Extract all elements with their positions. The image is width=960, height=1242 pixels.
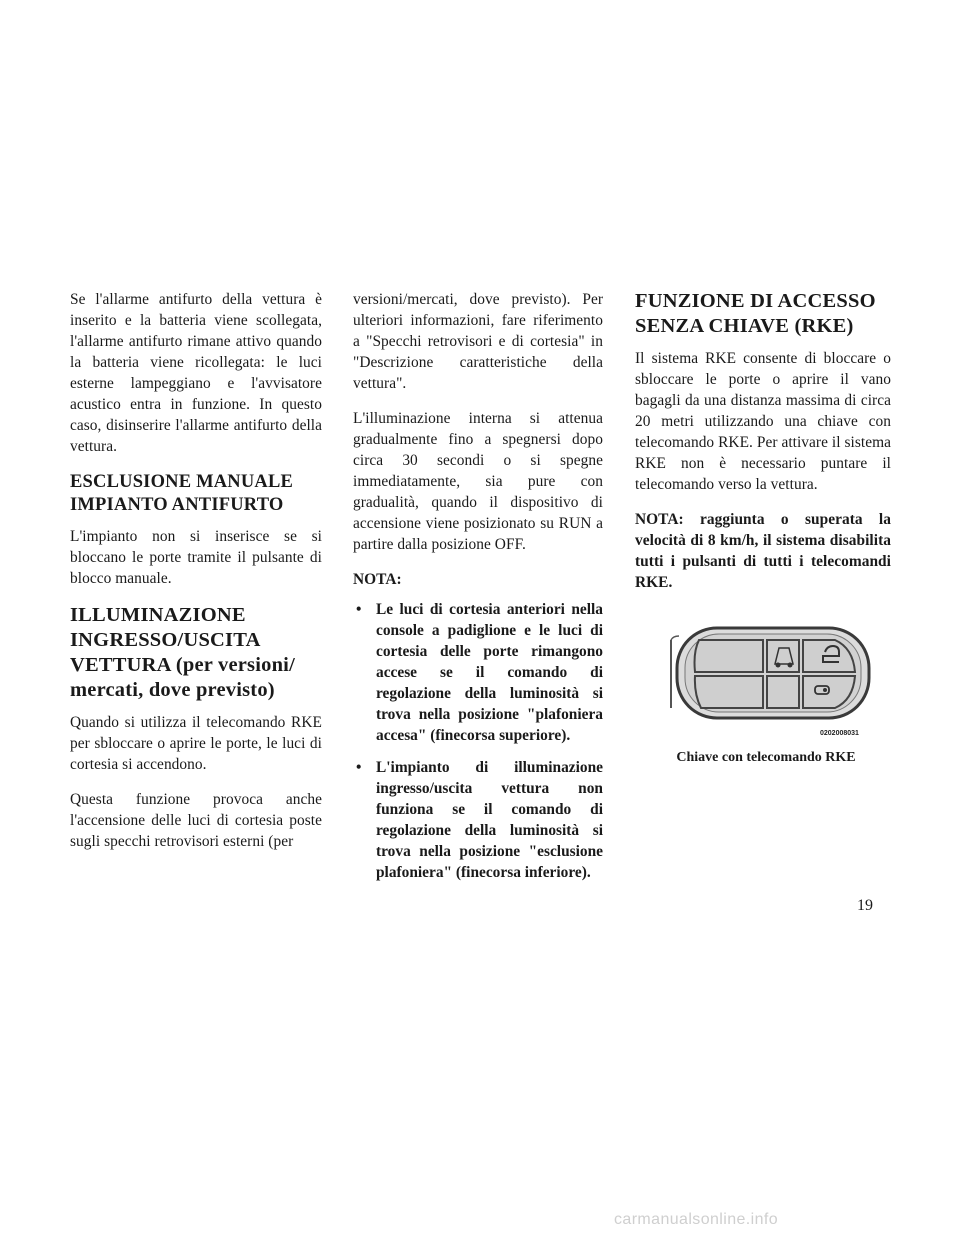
paragraph-rke-system: Il sistema RKE consente di bloccare o sbloccare le porte o aprire il vano bagagli da una distanza massima di circa 20 metri utilizzando una chiave con telecomando RKE. Per attivare il sistema RKE non è necessario puntare il telecomando verso la vettura. xyxy=(635,350,891,493)
column-right xyxy=(635,289,891,607)
bullet-marker: • xyxy=(356,601,362,618)
heading-funzione-rke: FUNZIONE DI ACCESSO SENZA CHIAVE (RKE) xyxy=(635,290,876,337)
paragraph-alarm-battery: Se l'allarme antifurto della vettura è inserito e la batteria viene scollegata, l'allarme antifurto rimane attivo quando la batteria viene ricollegata: le luci esterne lampeggiano e l'avvisatore acustico entra in funzione. In questo caso, disinserire l'allarme antifurto della vettura. xyxy=(70,291,322,455)
heading-esclusione-antifurto: ESCLUSIONE MANUALE IMPIANTO ANTIFURTO xyxy=(70,472,294,515)
paragraph-interior-lighting: L'illuminazione interna si attenua gradualmente fino a spegnersi dopo circa 30 secondi o si spegne immediatamente, sia pure con gradualità, quando il dispositivo di accensione viene posizionato su RUN a partire dalla posizione OFF. xyxy=(353,410,603,553)
paragraph-mirror-lights: Questa funzione provoca anche l'accensione delle luci di cortesia poste sugli specchi retrovisori esterni (per xyxy=(70,791,322,850)
key-fob-illustration xyxy=(657,618,877,730)
key-fob-figure xyxy=(657,618,897,730)
note-item-text: L'impianto di illuminazione ingresso/uscita vettura non funziona se il comando di regolazione della luminosità si trova nella posizione "esclusione plafoniera" (finecorsa inferiore). xyxy=(376,759,603,881)
paragraph-manual-lock: L'impianto non si inserisce se si bloccano le porte tramite il pulsante di blocco manuale. xyxy=(70,528,322,587)
watermark: carmanualsonline.info xyxy=(614,1211,779,1228)
column-left xyxy=(70,289,322,866)
page-number: 19 xyxy=(857,897,873,914)
column-middle xyxy=(353,289,603,894)
bullet-marker: • xyxy=(356,759,362,776)
note-item-2 xyxy=(353,757,603,883)
note-label: NOTA: xyxy=(353,571,402,588)
paragraph-continuation: versioni/mercati, dove previsto). Per ulteriori informazioni, fare riferimento a "Specchi retrovisori e di cortesia" in "Descrizione caratteristiche della vettura". xyxy=(353,291,603,392)
note-item-text: Le luci di cortesia anteriori nella console a padiglione e le luci di cortesia delle porte rimangono accese se il comando di regolazione della luminosità si trova nella posizione "plafoniera accesa" (finecorsa superiore). xyxy=(376,601,603,744)
note-list xyxy=(353,599,603,883)
figure-code: 0202008031 xyxy=(820,730,859,737)
paragraph-rke-note: NOTA: raggiunta o superata la velocità di 8 km/h, il sistema disabilita tutti i pulsanti di tutti i telecomandi RKE. xyxy=(635,511,891,591)
heading-illuminazione: ILLUMINAZIONE INGRESSO/USCITA VETTURA (per versioni/ mercati, dove previsto) xyxy=(70,604,295,701)
figure-caption: Chiave con telecomando RKE xyxy=(676,750,856,765)
paragraph-rke-lights: Quando si utilizza il telecomando RKE per sbloccare o aprire le porte, le luci di cortesia si accendono. xyxy=(70,714,322,773)
note-item-1 xyxy=(353,599,603,746)
